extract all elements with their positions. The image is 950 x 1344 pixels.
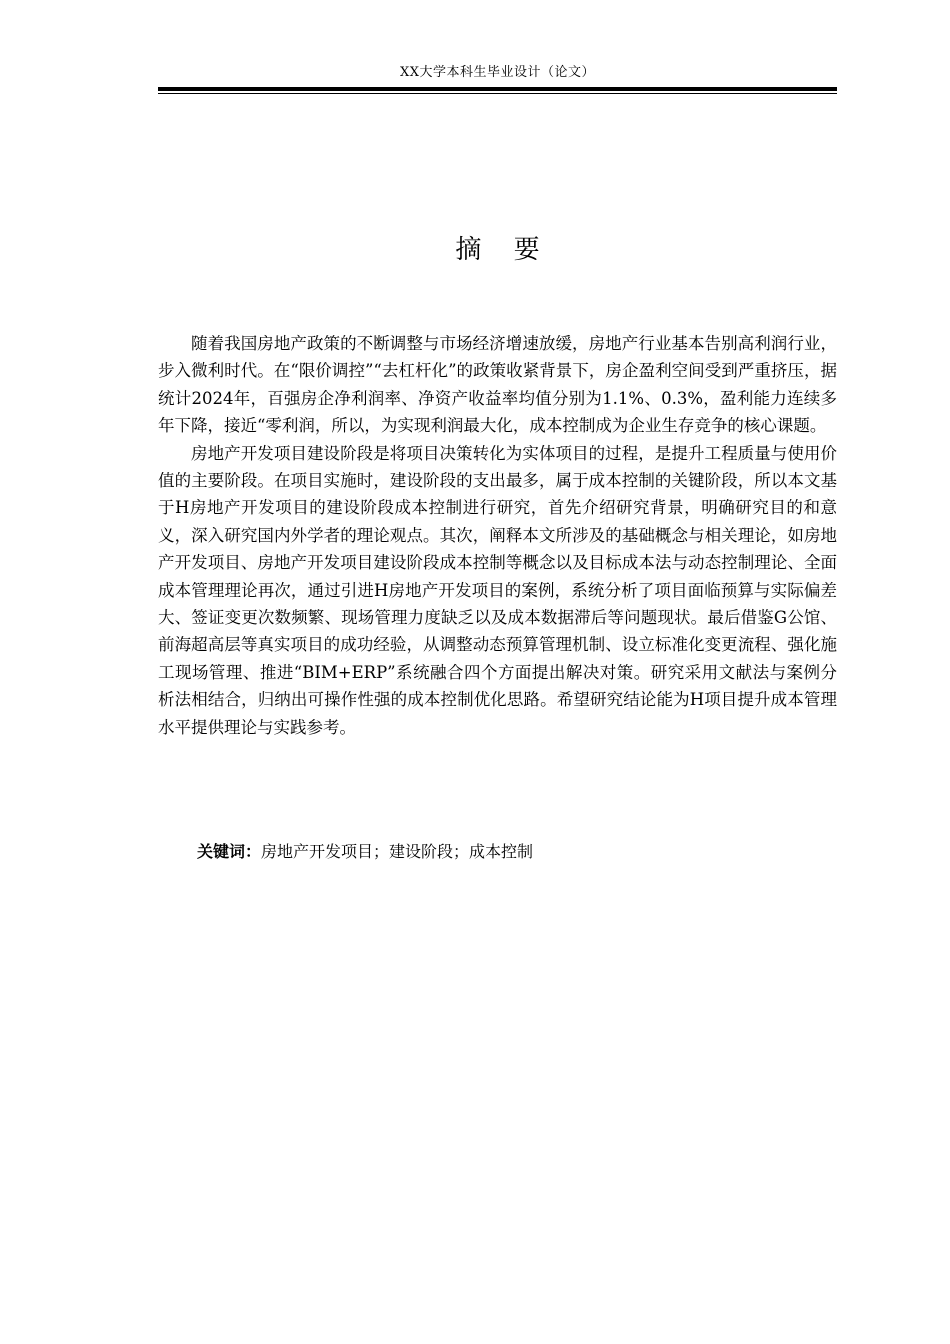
keywords-label: 关键词： [197, 842, 262, 861]
keywords-line [197, 838, 837, 866]
abstract-paragraph-1: 随着我国房地产政策的不断调整与市场经济增速放缓，房地产行业基本告别高利润行业，步入微利时代。在“限价调控”“去杠杆化”的政策收紧背景下，房企盈利空间受到严重挤压，据统计2024年，百强房企净利润率、净资产收益率均值分别为1.1%、0.3%，盈利能力连续多年下降，接近“零利润，所以，为实现利润最大化，成本控制成为企业生存竞争的核心课题。 [158, 334, 837, 436]
header-divider-thick [158, 87, 837, 91]
abstract-paragraph-2: 房地产开发项目建设阶段是将项目决策转化为实体项目的过程，是提升工程质量与使用价值的主要阶段。在项目实施时，建设阶段的支出最多，属于成本控制的关键阶段，所以本文基于H房地产开发项目的建设阶段成本控制进行研究，首先介绍研究背景，明确研究目的和意义，深入研究国内外学者的理论观点。其次，阐释本文所涉及的基础概念与相关理论，如房地产开发项目、房地产开发项目建设阶段成本控制等概念以及目标成本法与动态控制理论、全面成本管理理论再次，通过引进H房地产开发项目的案例，系统分析了项目面临预算与实际偏差大、签证变更次数频繁、现场管理力度缺乏以及成本数据滞后等问题现状。最后借鉴G公馆、前海超高层等真实项目的成功经验，从调整动态预算管理机制、设立标准化变更流程、强化施工现场管理、推进“BIM+ERP”系统融合四个方面提出解决对策。研究采用文献法与案例分析法相结合，归纳出可操作性强的成本控制优化思路。希望研究结论能为H项目提升成本管理水平提供理论与实践参考。 [158, 443, 837, 737]
abstract-body [158, 330, 837, 741]
page-header: XX大学本科生毕业设计（论文） [399, 65, 595, 80]
abstract-title: 摘 要 [455, 235, 552, 265]
header-divider-thin [158, 93, 837, 94]
keywords-text: 房地产开发项目；建设阶段；成本控制 [261, 842, 534, 861]
